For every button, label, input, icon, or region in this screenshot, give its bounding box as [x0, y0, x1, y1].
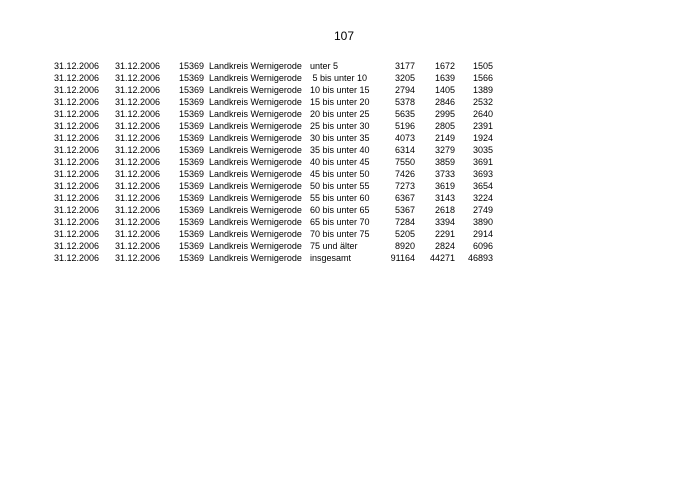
- date-start-cell: 31.12.2006: [54, 205, 100, 215]
- date-end-cell: 31.12.2006: [115, 193, 161, 203]
- region-name-cell: Landkreis Wernigerode: [209, 169, 302, 179]
- region-name-cell: Landkreis Wernigerode: [209, 241, 302, 251]
- female-cell: 3890: [472, 217, 493, 227]
- region-code-cell: 15369: [178, 61, 204, 71]
- table-row: [0, 168, 700, 180]
- region-code-cell: 15369: [178, 169, 204, 179]
- region-code-cell: 15369: [178, 121, 204, 131]
- date-start-cell: 31.12.2006: [54, 169, 100, 179]
- date-start-cell: 31.12.2006: [54, 241, 100, 251]
- table-row: [0, 228, 700, 240]
- date-start-cell: 31.12.2006: [54, 61, 100, 71]
- region-name-cell: Landkreis Wernigerode: [209, 85, 302, 95]
- male-cell: 3859: [434, 157, 455, 167]
- age-group-cell: 25 bis unter 30: [310, 121, 370, 131]
- table-row: [0, 192, 700, 204]
- female-cell: 3693: [472, 169, 493, 179]
- female-cell: 2391: [472, 121, 493, 131]
- male-cell: 1672: [434, 61, 455, 71]
- female-cell: 3035: [472, 145, 493, 155]
- date-end-cell: 31.12.2006: [115, 253, 161, 263]
- date-end-cell: 31.12.2006: [115, 73, 161, 83]
- date-end-cell: 31.12.2006: [115, 85, 161, 95]
- date-end-cell: 31.12.2006: [115, 157, 161, 167]
- date-end-cell: 31.12.2006: [115, 109, 161, 119]
- date-start-cell: 31.12.2006: [54, 109, 100, 119]
- date-start-cell: 31.12.2006: [54, 157, 100, 167]
- region-name-cell: Landkreis Wernigerode: [209, 133, 302, 143]
- date-start-cell: 31.12.2006: [54, 145, 100, 155]
- total-cell: 7426: [394, 169, 415, 179]
- table-row: [0, 240, 700, 252]
- table-row: [0, 156, 700, 168]
- date-end-cell: 31.12.2006: [115, 121, 161, 131]
- date-end-cell: 31.12.2006: [115, 217, 161, 227]
- male-cell: 3143: [434, 193, 455, 203]
- table-row: [0, 180, 700, 192]
- date-end-cell: 31.12.2006: [115, 133, 161, 143]
- total-cell: 6367: [394, 193, 415, 203]
- region-code-cell: 15369: [178, 73, 204, 83]
- table-row: [0, 84, 700, 96]
- region-name-cell: Landkreis Wernigerode: [209, 205, 302, 215]
- region-code-cell: 15369: [178, 193, 204, 203]
- total-cell: 5635: [394, 109, 415, 119]
- date-end-cell: 31.12.2006: [115, 61, 161, 71]
- age-group-cell: 50 bis unter 55: [310, 181, 370, 191]
- total-cell: 8920: [394, 241, 415, 251]
- region-code-cell: 15369: [178, 109, 204, 119]
- total-cell: 2794: [394, 85, 415, 95]
- region-code-cell: 15369: [178, 133, 204, 143]
- male-cell: 3733: [434, 169, 455, 179]
- age-group-cell: 15 bis unter 20: [310, 97, 370, 107]
- date-start-cell: 31.12.2006: [54, 85, 100, 95]
- age-group-cell: 35 bis unter 40: [310, 145, 370, 155]
- total-cell: 3177: [394, 61, 415, 71]
- total-cell: 5196: [394, 121, 415, 131]
- age-group-cell: 75 und älter: [310, 241, 358, 251]
- region-name-cell: Landkreis Wernigerode: [209, 181, 302, 191]
- total-cell: 5378: [394, 97, 415, 107]
- male-cell: 1405: [434, 85, 455, 95]
- male-cell: 2618: [434, 205, 455, 215]
- male-cell: 2846: [434, 97, 455, 107]
- male-cell: 3279: [434, 145, 455, 155]
- female-cell: 2749: [472, 205, 493, 215]
- date-start-cell: 31.12.2006: [54, 97, 100, 107]
- region-name-cell: Landkreis Wernigerode: [209, 73, 302, 83]
- region-name-cell: Landkreis Wernigerode: [209, 229, 302, 239]
- female-cell: 3691: [472, 157, 493, 167]
- date-start-cell: 31.12.2006: [54, 193, 100, 203]
- date-start-cell: 31.12.2006: [54, 181, 100, 191]
- date-start-cell: 31.12.2006: [54, 133, 100, 143]
- region-code-cell: 15369: [178, 253, 204, 263]
- female-cell: 3224: [472, 193, 493, 203]
- table-row: [0, 144, 700, 156]
- date-start-cell: 31.12.2006: [54, 229, 100, 239]
- male-cell: 3619: [434, 181, 455, 191]
- female-cell: 1566: [472, 73, 493, 83]
- male-cell: 3394: [434, 217, 455, 227]
- region-name-cell: Landkreis Wernigerode: [209, 61, 302, 71]
- table-row: [0, 132, 700, 144]
- region-name-cell: Landkreis Wernigerode: [209, 97, 302, 107]
- region-name-cell: Landkreis Wernigerode: [209, 109, 302, 119]
- age-group-cell: insgesamt: [310, 253, 352, 263]
- region-name-cell: Landkreis Wernigerode: [209, 217, 302, 227]
- total-cell: 6314: [394, 145, 415, 155]
- total-cell: 5205: [394, 229, 415, 239]
- region-name-cell: Landkreis Wernigerode: [209, 121, 302, 131]
- table-row: [0, 96, 700, 108]
- age-group-cell: 30 bis unter 35: [310, 133, 370, 143]
- date-end-cell: 31.12.2006: [115, 241, 161, 251]
- date-end-cell: 31.12.2006: [115, 145, 161, 155]
- male-cell: 2995: [434, 109, 455, 119]
- total-cell: 7284: [394, 217, 415, 227]
- date-start-cell: 31.12.2006: [54, 253, 100, 263]
- region-name-cell: Landkreis Wernigerode: [209, 193, 302, 203]
- table-row: [0, 216, 700, 228]
- date-start-cell: 31.12.2006: [54, 121, 100, 131]
- table-row: [0, 252, 700, 264]
- total-cell: 91164: [390, 253, 415, 263]
- region-code-cell: 15369: [178, 157, 204, 167]
- male-cell: 2824: [434, 241, 455, 251]
- region-name-cell: Landkreis Wernigerode: [209, 145, 302, 155]
- region-name-cell: Landkreis Wernigerode: [209, 253, 302, 263]
- region-code-cell: 15369: [178, 85, 204, 95]
- female-cell: 1505: [472, 61, 493, 71]
- age-group-cell: 5 bis unter 10: [310, 73, 368, 83]
- female-cell: 2914: [472, 229, 493, 239]
- male-cell: 1639: [434, 73, 455, 83]
- female-cell: 1389: [472, 85, 493, 95]
- total-cell: 7550: [394, 157, 415, 167]
- male-cell: 2149: [434, 133, 455, 143]
- data-table: [0, 60, 700, 264]
- date-end-cell: 31.12.2006: [115, 229, 161, 239]
- male-cell: 44271: [429, 253, 455, 263]
- table-row: [0, 120, 700, 132]
- region-code-cell: 15369: [178, 181, 204, 191]
- table-row: [0, 204, 700, 216]
- table-row: [0, 108, 700, 120]
- female-cell: 2532: [472, 97, 493, 107]
- date-end-cell: 31.12.2006: [115, 169, 161, 179]
- table-row: [0, 72, 700, 84]
- age-group-cell: 20 bis unter 25: [310, 109, 370, 119]
- date-end-cell: 31.12.2006: [115, 205, 161, 215]
- date-end-cell: 31.12.2006: [115, 97, 161, 107]
- female-cell: 46893: [467, 253, 493, 263]
- age-group-cell: 65 bis unter 70: [310, 217, 370, 227]
- female-cell: 6096: [472, 241, 493, 251]
- age-group-cell: 55 bis unter 60: [310, 193, 370, 203]
- date-end-cell: 31.12.2006: [115, 181, 161, 191]
- female-cell: 1924: [472, 133, 493, 143]
- age-group-cell: 45 bis unter 50: [310, 169, 370, 179]
- age-group-cell: unter 5: [310, 61, 339, 71]
- page-number: 107: [333, 29, 355, 43]
- region-code-cell: 15369: [178, 205, 204, 215]
- total-cell: 3205: [394, 73, 415, 83]
- total-cell: 7273: [394, 181, 415, 191]
- age-group-cell: 60 bis unter 65: [310, 205, 370, 215]
- total-cell: 4073: [394, 133, 415, 143]
- region-code-cell: 15369: [178, 145, 204, 155]
- male-cell: 2805: [434, 121, 455, 131]
- region-code-cell: 15369: [178, 229, 204, 239]
- age-group-cell: 70 bis unter 75: [310, 229, 370, 239]
- female-cell: 3654: [472, 181, 493, 191]
- region-code-cell: 15369: [178, 217, 204, 227]
- region-name-cell: Landkreis Wernigerode: [209, 157, 302, 167]
- male-cell: 2291: [434, 229, 455, 239]
- female-cell: 2640: [472, 109, 493, 119]
- region-code-cell: 15369: [178, 241, 204, 251]
- age-group-cell: 40 bis unter 45: [310, 157, 370, 167]
- table-row: [0, 60, 700, 72]
- date-start-cell: 31.12.2006: [54, 73, 100, 83]
- date-start-cell: 31.12.2006: [54, 217, 100, 227]
- total-cell: 5367: [394, 205, 415, 215]
- region-code-cell: 15369: [178, 97, 204, 107]
- age-group-cell: 10 bis unter 15: [310, 85, 370, 95]
